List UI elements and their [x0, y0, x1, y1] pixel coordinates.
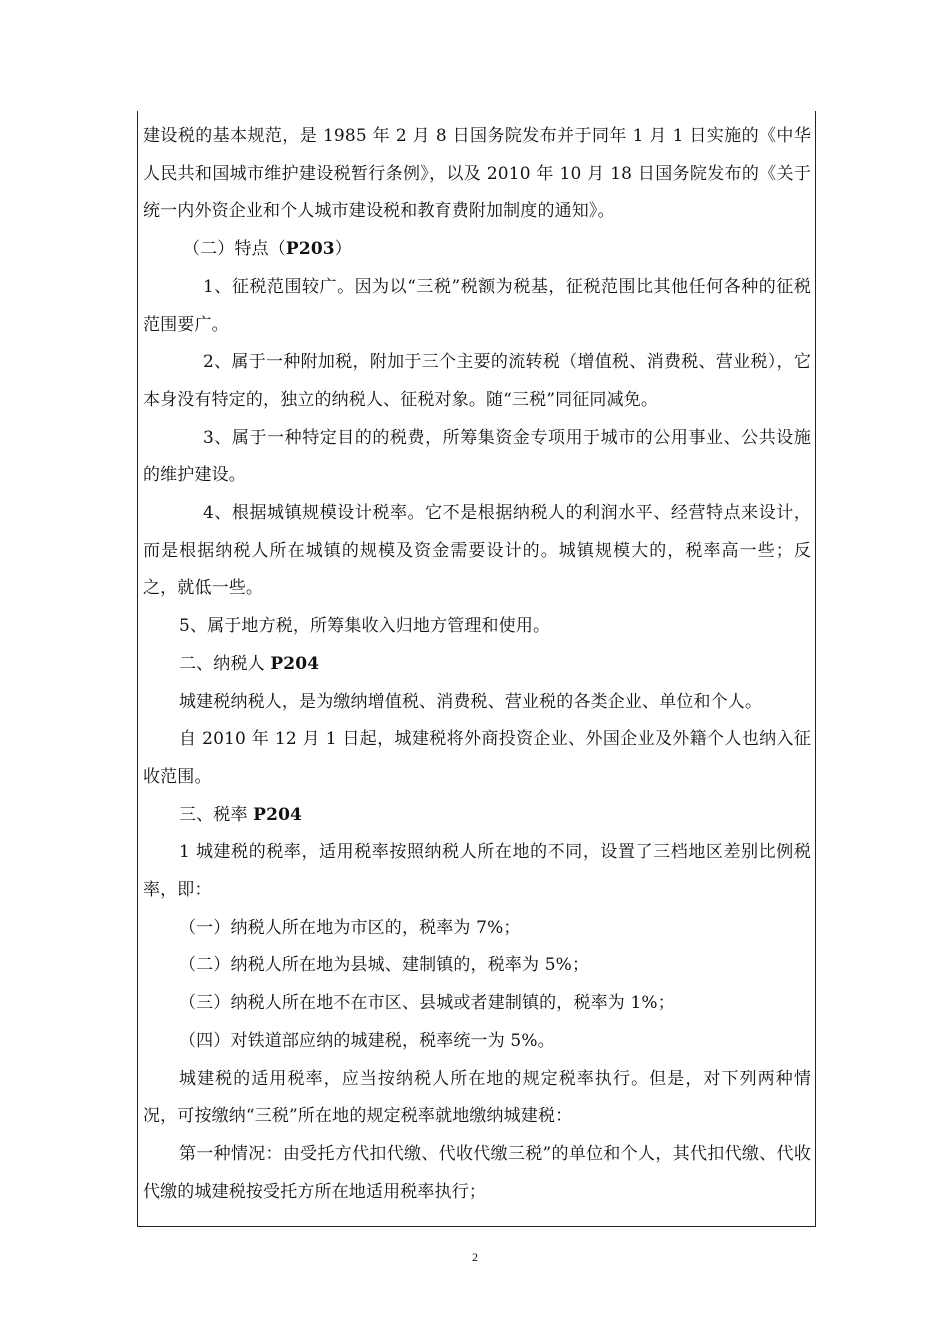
- paragraph-feature-2: 2、属于一种附加税，附加于三个主要的流转税（增值税、消费税、营业税），它本身没有特定的，独立的纳税人、征税对象。随“三税”同征同减免。: [143, 352, 811, 410]
- paragraph-rate-application: 城建税的适用税率，应当按纳税人所在地的规定税率执行。但是，对下列两种情况，可按缴纳“三税”所在地的规定税率就地缴纳城建税：: [143, 1068, 811, 1127]
- heading-features-page-ref: P203: [285, 239, 335, 260]
- paragraph-tax-rate-intro: 1 城建税的税率，适用税率按照纳税人所在地的不同，设置了三档地区差别比例税率，即：: [143, 842, 811, 901]
- paragraph-legal-basis: 建设税的基本规范，是 1985 年 2 月 8 日国务院发布并于同年 1 月 1 日实施的《中华人民共和国城市维护建设税暂行条例》，以及 2010 年 10 月 18 日国务院发布的《关于统一内外资企业和个人城市建设税和教育费附加制度的通知》。: [143, 126, 811, 222]
- heading-taxpayer-page-ref: P204: [270, 653, 320, 674]
- heading-taxpayer-label: 二、纳税人: [179, 653, 271, 674]
- document-body: [143, 118, 811, 1211]
- heading-tax-rate-page-ref: P204: [253, 804, 303, 825]
- heading-tax-rate-label: 三、税率: [179, 804, 254, 825]
- paragraph-taxpayer-definition: 城建税纳税人，是为缴纳增值税、消费税、营业税的各类企业、单位和个人。: [179, 691, 763, 712]
- paragraph-case-one: 第一种情况：由受托方代扣代缴、代收代缴三税”的单位和个人，其代扣代缴、代收代缴的城建税按受托方所在地适用税率执行；: [143, 1143, 811, 1202]
- paragraph-feature-3: 3、属于一种特定目的的税费，所筹集资金专项用于城市的公用事业、公共设施的维护建设。: [143, 427, 811, 486]
- heading-features-label: （二）特点（: [183, 239, 286, 260]
- paragraph-feature-4: 4、根据城镇规模设计税率。它不是根据纳税人的利润水平、经营特点来设计，而是根据纳税人所在城镇的规模及资金需要设计的。城镇规模大的，税率高一些；反之，就低一些。: [143, 503, 811, 599]
- heading-features-close: ）: [334, 239, 352, 260]
- heading-features: [143, 231, 811, 269]
- heading-taxpayer: [143, 646, 811, 684]
- paragraph-rate-railway: （四）对铁道部应纳的城建税，税率统一为 5%。: [179, 1030, 555, 1051]
- heading-tax-rate: [143, 797, 811, 835]
- page-number: 2: [472, 1250, 478, 1264]
- paragraph-rate-county: （二）纳税人所在地为县城、建制镇的，税率为 5%；: [179, 955, 590, 976]
- paragraph-rate-urban: （一）纳税人所在地为市区的，税率为 7%；: [179, 917, 521, 938]
- paragraph-feature-1: 1、征税范围较广。因为以“三税”税额为税基，征税范围比其他任何各种的征税范围要广。: [143, 276, 811, 335]
- paragraph-feature-5: 5、属于地方税，所筹集收入归地方管理和使用。: [179, 616, 551, 637]
- paragraph-taxpayer-scope: 自 2010 年 12 月 1 日起，城建税将外商投资企业、外国企业及外籍个人也纳入征收范围。: [143, 729, 811, 787]
- paragraph-rate-other: （三）纳税人所在地不在市区、县城或者建制镇的，税率为 1%；: [179, 993, 675, 1014]
